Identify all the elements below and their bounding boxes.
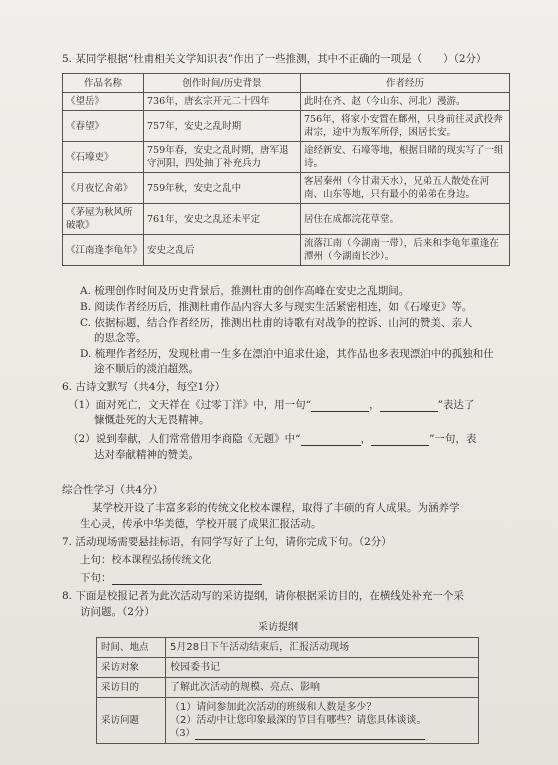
val-cell: 5月28日下午活动结束后，汇报活动现场 bbox=[166, 638, 479, 658]
cell: 757年，安史之乱时期 bbox=[144, 111, 301, 142]
val-cell: 校园委书记 bbox=[166, 658, 479, 678]
comp-intro-2: 生心灵，传承中华美德，学校开展了成果汇报活动。 bbox=[80, 518, 322, 530]
cell: 《茅屋为秋风所破歌》 bbox=[63, 204, 144, 235]
question-3 bbox=[170, 727, 474, 740]
cell: 761年，安史之乱还未平定 bbox=[144, 204, 301, 235]
q7-lower bbox=[80, 571, 262, 585]
comp-intro-1: 某学校开设了丰富多彩的传统文化校本课程，取得了丰硕的育人成果。为涵养学 bbox=[92, 502, 460, 514]
cell: 安史之乱后 bbox=[144, 235, 301, 266]
header-experience: 作者经历 bbox=[301, 74, 510, 93]
comma: ， bbox=[360, 433, 372, 445]
upper-label: 上句： bbox=[80, 554, 112, 566]
table-row bbox=[97, 698, 479, 744]
comp-title: 综合性学习（共4分） bbox=[62, 484, 164, 496]
cell: 756年，将家小安置在鄜州，只身前往灵武投奔肃宗，途中为叛军所俘，困居长安。 bbox=[301, 111, 510, 142]
question-1: （1）请问参加此次活动的班级和人数是多少？ bbox=[170, 702, 377, 713]
table-header-row bbox=[63, 74, 510, 93]
table-row bbox=[63, 173, 510, 204]
cell: 《月夜忆舍弟》 bbox=[63, 173, 144, 204]
key-cell: 采访目的 bbox=[97, 678, 166, 698]
cell: 759年春，安史之乱时期，唐军退守河阳，四处抽丁补充兵力 bbox=[144, 142, 301, 173]
key-cell: 采访对象 bbox=[97, 658, 166, 678]
val-cell: 了解此次活动的规模、亮点、影响 bbox=[166, 678, 479, 698]
q6-2-prefix: （2）说到奉献，人们常常借用李商隐《无题》中“ bbox=[68, 433, 301, 445]
q6-1-suffix: ”表达了 bbox=[437, 399, 475, 411]
table-row bbox=[63, 93, 510, 111]
table-row bbox=[63, 204, 510, 235]
answer-blank[interactable] bbox=[311, 400, 369, 412]
key-cell: 时间、地点 bbox=[97, 638, 166, 658]
option-a: A. 梳理创作时间及历史背景后，推测杜甫的创作高峰在安史之乱期间。 bbox=[80, 285, 410, 297]
table-row bbox=[97, 638, 479, 658]
q6-2-suffix: ”一句，表 bbox=[429, 433, 477, 445]
interview-title: 采访提纲 bbox=[258, 622, 298, 633]
q8-stem: 8. 下面是校报记者为此次活动写的采访提纲，请你根据采访目的，在横线处补充一个采 bbox=[62, 590, 464, 602]
questions-cell bbox=[166, 698, 479, 744]
table-row bbox=[97, 678, 479, 698]
cell: 流落江南（今湖南一带），后来和李龟年重逢在潭州（今湖南长沙）。 bbox=[301, 235, 510, 266]
lower-label: 下句： bbox=[80, 572, 112, 584]
q6-item-1-cont: 慷慨赴死的大无畏精神。 bbox=[94, 414, 210, 426]
table-row bbox=[63, 142, 510, 173]
header-time: 创作时间/历史背景 bbox=[144, 74, 301, 93]
answer-blank[interactable] bbox=[380, 400, 438, 412]
question-2: （2）活动中让您印象最深的节目有哪些？请您具体谈谈。 bbox=[170, 715, 427, 726]
cell: 途经新安、石壕等地，根据目睹的现实写了一组诗。 bbox=[301, 142, 510, 173]
table-row bbox=[63, 235, 510, 266]
answer-blank[interactable] bbox=[112, 573, 262, 585]
cell: 此时在齐、赵（今山东、河北）漫游。 bbox=[301, 93, 510, 111]
cell: 《江南逢李龟年》 bbox=[63, 235, 144, 266]
table-row bbox=[63, 111, 510, 142]
cell: 736年，唐玄宗开元二十四年 bbox=[144, 93, 301, 111]
upper-handwritten: 校本课程弘扬传统文化 bbox=[111, 555, 212, 566]
comma: ， bbox=[369, 399, 380, 411]
cell: 《春望》 bbox=[63, 111, 144, 142]
question-3-label: （3） bbox=[170, 728, 196, 739]
key-cell: 采访问题 bbox=[97, 698, 166, 744]
q6-item-2-cont: 达对奉献精神的赞美。 bbox=[94, 449, 199, 461]
q6-1-prefix: （1）面对死亡，文天祥在《过零丁洋》中，用一句“ bbox=[68, 399, 312, 411]
table-row bbox=[97, 658, 479, 678]
option-d-cont: 途不顺后的淡泊超然。 bbox=[94, 363, 199, 375]
option-d: D. 梳理作者经历，发现杜甫一生多在漂泊中追求仕途，其作品也多表现漂泊中的孤独和仕 bbox=[80, 348, 494, 360]
header-work: 作品名称 bbox=[63, 74, 144, 93]
cell: 759年秋，安史之乱中 bbox=[144, 173, 301, 204]
answer-blank[interactable] bbox=[195, 728, 425, 740]
option-c-cont: 的思念等。 bbox=[94, 332, 147, 344]
interview-table bbox=[96, 637, 479, 744]
q6-stem: 6. 古诗文默写（共4分，每空1分） bbox=[62, 381, 226, 393]
cell: 客居秦州（今甘肃天水），兄弟五人散处在河南、山东等地，只有最小的弟弟在身边。 bbox=[301, 173, 510, 204]
q7-stem: 7. 活动现场需要悬挂标语，有同学写好了上句，请你完成下句。（2分） bbox=[62, 536, 392, 548]
cell: 《石壕吏》 bbox=[63, 142, 144, 173]
q6-item-1 bbox=[68, 398, 474, 412]
q8-stem-cont: 访问题。（2分） bbox=[80, 606, 155, 618]
option-c: C. 依据标题，结合作者经历，推测出杜甫的诗歌有对战争的控诉、山河的赞美、亲人 bbox=[80, 317, 473, 329]
option-b: B. 阅读作者经历后，推测杜甫作品内容大多与现实生活紧密相连，如《石壕吏》等。 bbox=[80, 301, 473, 313]
q6-item-2 bbox=[68, 432, 476, 446]
answer-blank[interactable] bbox=[371, 434, 429, 446]
answer-blank[interactable] bbox=[301, 434, 361, 446]
literature-table bbox=[62, 73, 510, 266]
cell: 《望岳》 bbox=[63, 93, 144, 111]
q5-stem: 5. 某同学根据“杜甫相关文学知识表”作出了一些推测，其中不正确的一项是（ ）（2分） bbox=[62, 53, 487, 65]
q7-upper bbox=[80, 553, 212, 568]
cell: 居住在成都浣花草堂。 bbox=[301, 204, 510, 235]
